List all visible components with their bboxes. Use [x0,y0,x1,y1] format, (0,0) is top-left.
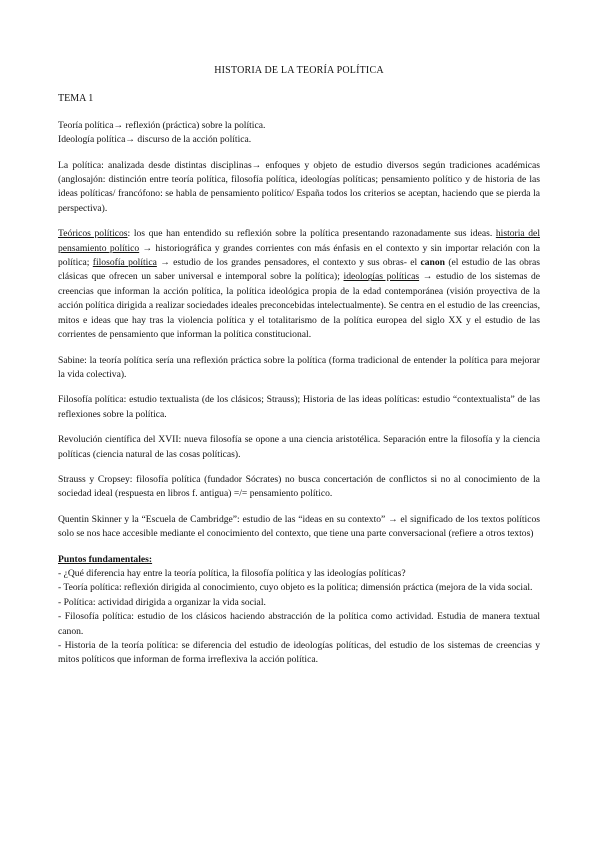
canon-term: canon [420,257,446,269]
teoricos-text-1: : los que han entendido su reflexión sobre la política presentando razonadamente sus ideas. [127,228,496,240]
strauss-paragraph: Strauss y Cropsey: filosofía política (fundador Sócrates) no busca concertación de conflictos si no al conocimiento de la sociedad ideal (respuesta en libros f. antigua) =/= pensamiento político. [58,473,540,500]
puntos-heading: Puntos fundamentales: [58,553,153,565]
list-item: - Política: actividad dirigida a organizar la vida social. [58,596,266,608]
teoricos-text-4: (el estudio de las obras clásicas que ofrecen un saber universal e intemporal sobre la política); [58,257,540,283]
politica-paragraph: La política: analizada desde distintas disciplinas→ enfoques y objeto de estudio diversos según tradiciones académicas (anglosajón: distinción entre teoría política, filosofía política, ideologías políticas; pensamiento político y de historia de las ideas políticas/ francófono: se habla de pensamiento político/ España todos los criterios se aceptan, haciendo que se pierda la perspectiva). [58,159,540,214]
intro-paragraph [58,119,540,148]
filosofia-politica-label: filosofía política [92,257,157,269]
section-heading: TEMA 1 [58,93,94,105]
ideologias-politicas-label: ideologías políticas [343,271,420,283]
teoricos-text-3: → estudio de los grandes pensadores, el contexto y sus obras- el [156,257,421,269]
intro-line-teoria: Teoría política→ reflexión (práctica) sobre la política. [58,119,266,131]
historia-pensamiento-label: historia del pensamiento político [58,228,540,254]
filosofia-paragraph: Filosofía política: estudio textualista (de los clásicos; Strauss); Historia de las ideas políticas: estudio “contextualista” de las reflexiones sobre la política. [58,394,540,420]
revolucion-paragraph: Revolución científica del XVII: nueva filosofía se opone a una ciencia aristotélica. Separación entre la filosofía y la ciencia políticas (ciencia natural de las cosas políticas). [58,434,540,460]
intro-line-ideologia: Ideología política→ discurso de la acción política. [58,134,252,146]
teoricos-paragraph [58,227,540,342]
teoricos-text-2: → historiográfica y grandes corrientes con más énfasis en el contexto y sin importar relación con la política; [58,242,541,269]
skinner-paragraph: Quentin Skinner y la “Escuela de Cambridge”: estudio de las “ideas en su contexto” → el significado de los textos políticos solo se nos hace accesible mediante el conocimiento del contexto, que tiene una parte conversacional (refiere a otros textos) [58,513,540,540]
teoricos-text-5: → estudio de los sistemas de creencias que informan la acción política, la política ideológica propia de la edad contemporánea (visión proyectiva de la acción política dirigida a realizar sociedades ideales preconcebidas intelectualmente). Se centra en el estudio de las creencias, mitos e ideas que hay tras la violencia política y el totalitarismo de la política europea del siglo XX y el estudio de las corrientes de pensamiento que informan la política constitucional. [58,271,541,341]
sabine-paragraph: Sabine: la teoría política sería una reflexión práctica sobre la política (forma tradicional de entender la política para mejorar la vida colectiva). [58,354,540,380]
document-title: HISTORIA DE LA TEORÍA POLÍTICA [214,65,384,76]
list-item: - Filosofía política: estudio de los clásicos haciendo abstracción de la política como actividad. Estudia de manera textual canon. [58,611,540,637]
list-item: - Historia de la teoría política: se diferencia del estudio de ideologías políticas, del estudio de los sistemas de creencias y mitos políticos que informan de forma irreflexiva la acción política. [58,640,540,666]
puntos-fundamentales-section [58,553,540,668]
list-item: - ¿Qué diferencia hay entre la teoría política, la filosofía política y las ideologías políticas? [58,567,406,579]
list-item: - Teoría política: reflexión dirigida al conocimiento, cuyo objeto es la política; dimensión práctica (mejora de la vida social. [58,582,533,594]
teoricos-label: Teóricos políticos [58,228,128,240]
